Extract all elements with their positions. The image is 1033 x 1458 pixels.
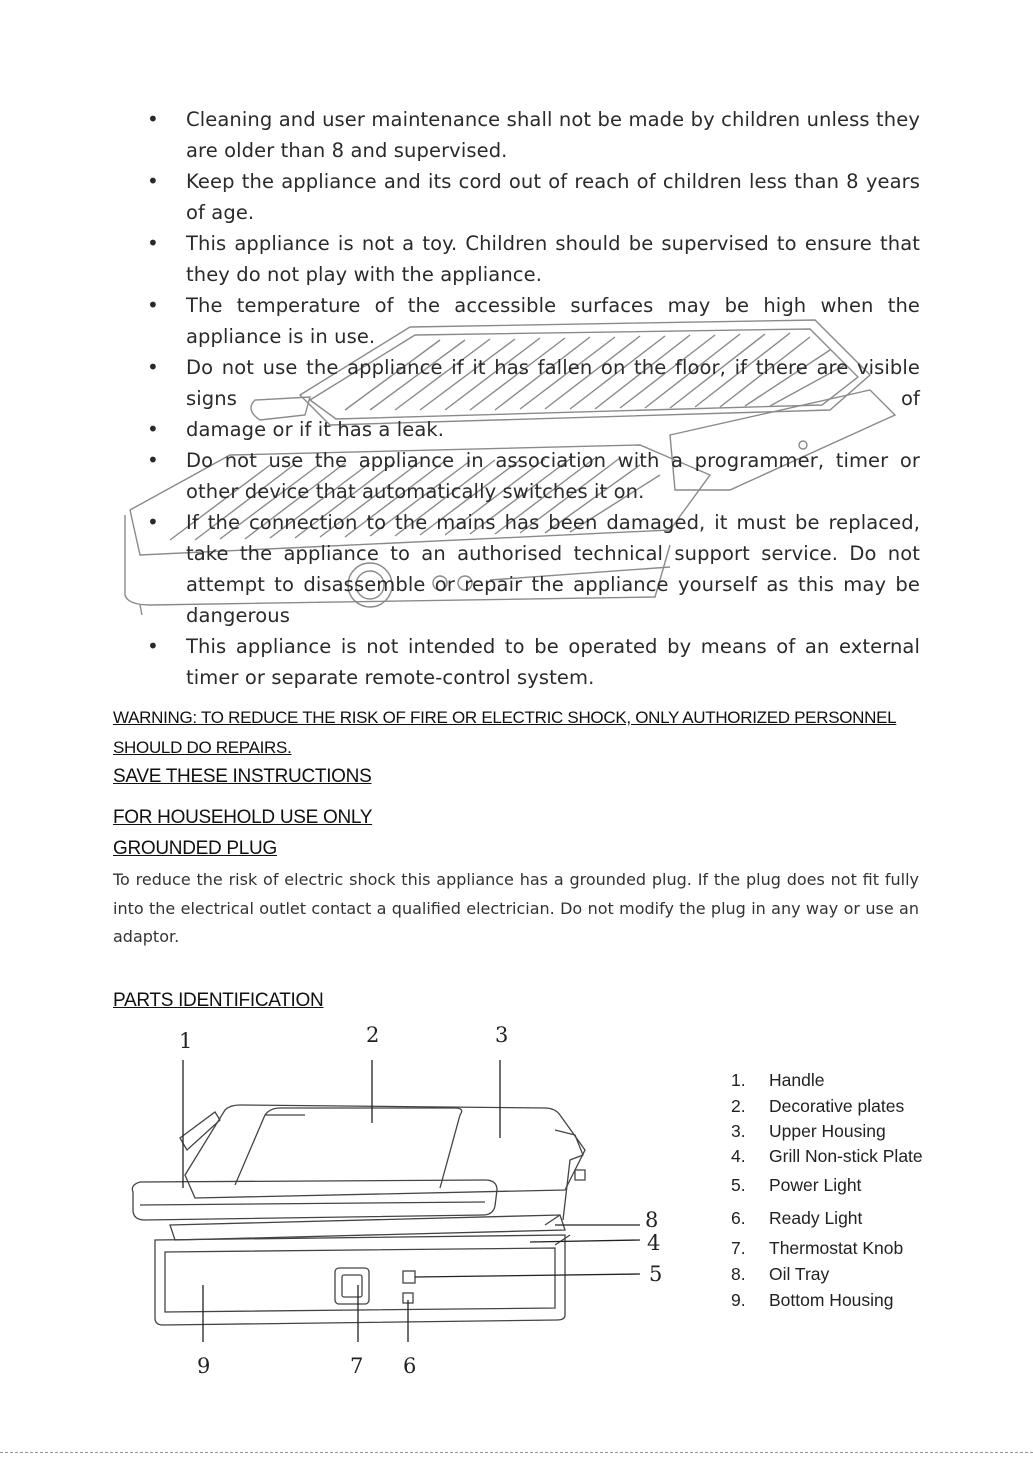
legend-item [731,1070,824,1091]
safety-bullet: • The temperature of the accessible surfaces may be high when the appliance is in use. [145,290,920,352]
legend-number: 7. [731,1238,746,1258]
callout-number: 1 [179,1029,193,1053]
legend-item [731,1121,886,1142]
legend-number: 1. [731,1070,746,1090]
callout-number: 3 [495,1023,509,1047]
grounded-plug-text: To reduce the risk of electric shock this appliance has a grounded plug. If the plug does not fit fully into the electrical outlet contact a qualified electrician. Do not modify the plug in any way or use an adaptor. [113,870,919,946]
legend-item [731,1175,861,1196]
legend-label: Upper Housing [769,1121,886,1141]
save-instructions-heading: SAVE THESE INSTRUCTIONS [113,766,372,787]
safety-bullet: • Keep the appliance and its cord out of reach of children less than 8 years of age. [145,166,920,228]
safety-bullet-list [145,104,920,693]
callout-number: 9 [197,1354,211,1378]
legend-item [731,1146,923,1167]
household-use-heading: FOR HOUSEHOLD USE ONLY [113,807,373,828]
safety-bullet: • This appliance is not a toy. Children should be supervised to ensure that they do not play with the appliance. [145,228,920,290]
callout-number: 6 [403,1354,417,1378]
callout-number: 4 [647,1231,661,1255]
legend-number: 5. [731,1175,746,1195]
legend-label: Ready Light [769,1208,863,1228]
legend-item [731,1264,829,1285]
safety-bullet: • damage or if it has a leak. [145,414,920,445]
legend-label: Oil Tray [769,1264,830,1284]
safety-bullet: • Cleaning and user maintenance shall not be made by children unless they are older than 8 and supervised. [145,104,920,166]
legend-item [731,1290,894,1311]
legend-label: Handle [769,1070,825,1090]
parts-diagram [115,1020,685,1390]
legend-label: Bottom Housing [769,1290,894,1310]
safety-bullet: • This appliance is not intended to be operated by means of an external timer or separate remote-control system. [145,631,920,693]
grounded-plug-heading: GROUNDED PLUG [113,838,277,859]
safety-bullet: • Do not use the appliance if it has fallen on the floor, if there are visible signs of [145,352,920,414]
legend-item [731,1208,862,1229]
callout-number: 5 [649,1262,663,1286]
legend-number: 8. [731,1264,746,1284]
legend-item [731,1238,903,1259]
legend-label: Power Light [769,1175,862,1195]
legend-number: 2. [731,1096,746,1116]
legend-number: 4. [731,1146,746,1166]
legend-number: 3. [731,1121,746,1141]
legend-label: Thermostat Knob [769,1238,904,1258]
legend-number: 6. [731,1208,746,1228]
legend-item [731,1096,904,1117]
safety-bullet: • Do not use the appliance in association with a programmer, timer or other device that automatically switches it on. [145,445,920,507]
legend-number: 9. [731,1290,746,1310]
safety-bullet: • If the connection to the mains has been damaged, it must be replaced, take the appliance to an authorised technical support service. Do not attempt to disassemble or repair the appliance yourself as this may be dangerous [145,507,920,631]
parts-identification-heading: PARTS IDENTIFICATION [113,990,324,1011]
callout-number: 2 [366,1023,380,1047]
callout-number: 8 [645,1208,659,1232]
warning-text: WARNING: TO REDUCE THE RISK OF FIRE OR ELECTRIC SHOCK, ONLY AUTHORIZED PERSONNEL SHOULD DO REPAIRS. [113,708,897,757]
legend-label: Grill Non-stick Plate [769,1146,923,1166]
callout-number: 7 [350,1354,364,1378]
page-bottom-divider [0,1452,1033,1453]
legend-label: Decorative plates [769,1096,905,1116]
